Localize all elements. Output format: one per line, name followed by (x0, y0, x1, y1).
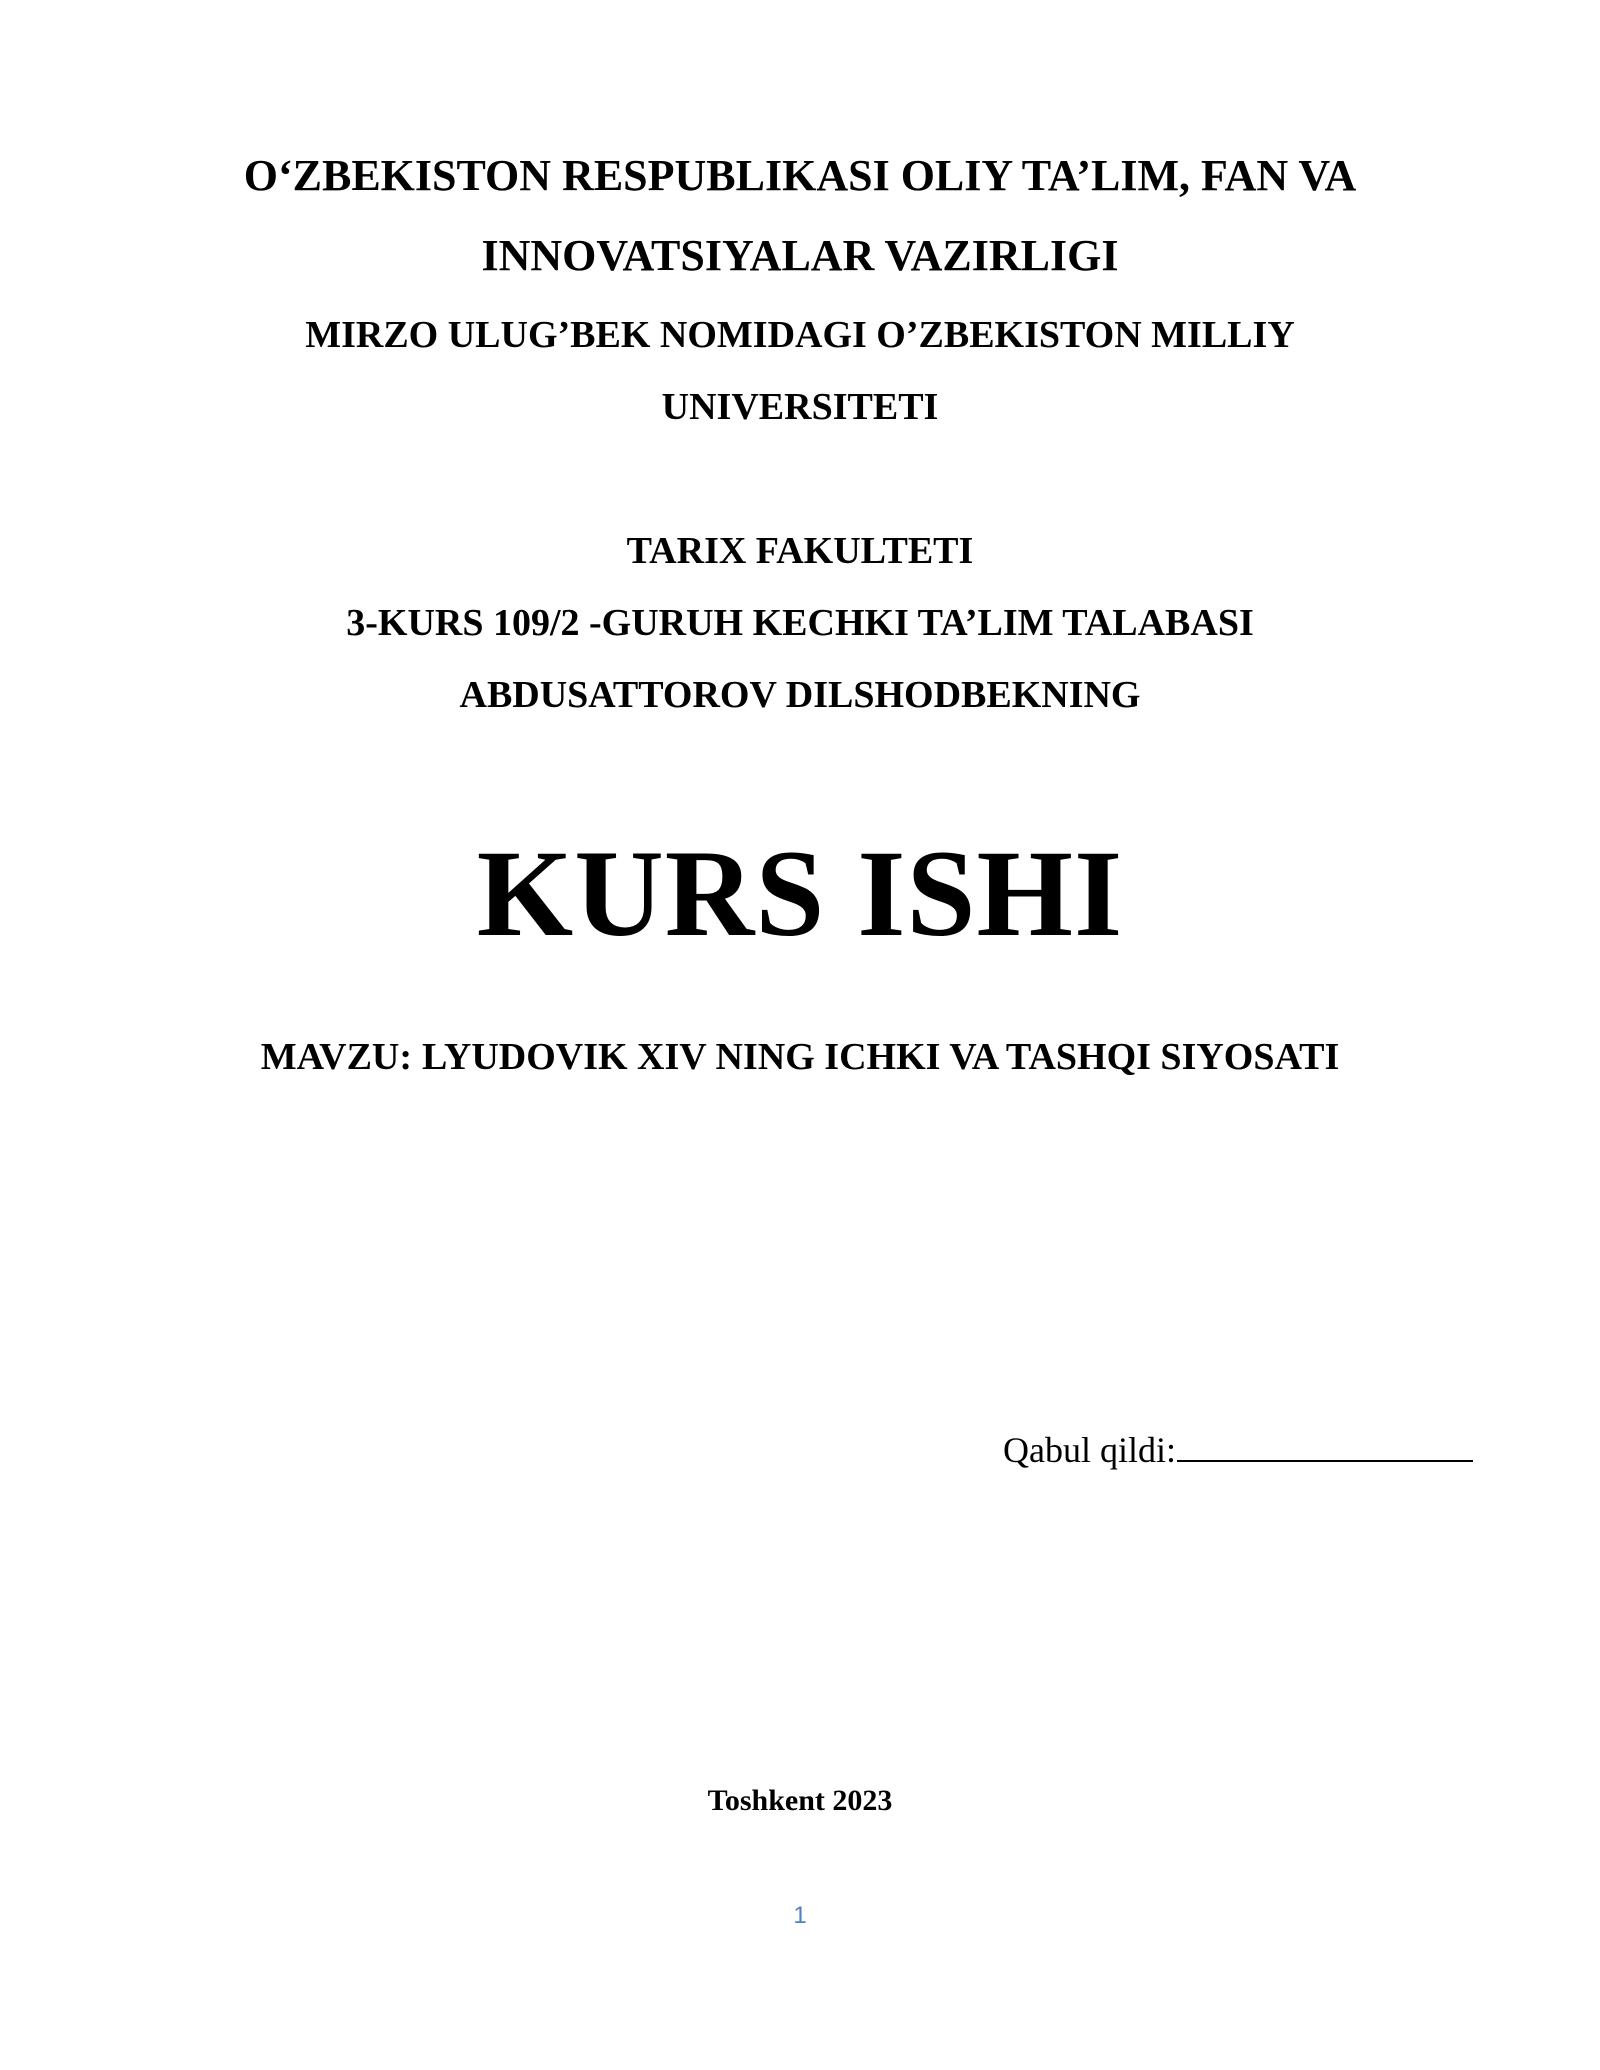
ministry-title-line-2: INNOVATSIYALAR VAZIRLIGI (481, 231, 1119, 280)
accepted-by-label: Qabul qildi: (1003, 1430, 1176, 1470)
signature-blank-line (1177, 1430, 1473, 1462)
student-name: ABDUSATTOROV DILSHODBEKNING (459, 674, 1141, 716)
topic-text: LYUDOVIK XIV NING ICHKI VA TASHQI SIYOSATI (422, 1036, 1340, 1078)
ministry-title-line-1: O‘ZBEKISTON RESPUBLIKASI OLIY TA’LIM, FAN VA (243, 151, 1357, 200)
university-title-line-1: MIRZO ULUG’BEK NOMIDAGI O’ZBEKISTON MILLIY (305, 314, 1295, 356)
faculty-name: TARIX FAKULTETI (626, 530, 974, 572)
accepted-by-field (1003, 1430, 1473, 1468)
document-title: KURS ISHI (476, 825, 1124, 962)
student-group: 3-KURS 109/2 -GURUH KECHKI TA’LIM TALABASI (346, 602, 1254, 644)
topic-line (0, 1038, 1600, 1076)
page-number: 1 (793, 1902, 807, 1929)
university-title-line-2: UNIVERSITETI (661, 386, 939, 428)
topic-label: MAVZU: (260, 1036, 413, 1078)
city-year: Toshkent 2023 (707, 1784, 893, 1817)
